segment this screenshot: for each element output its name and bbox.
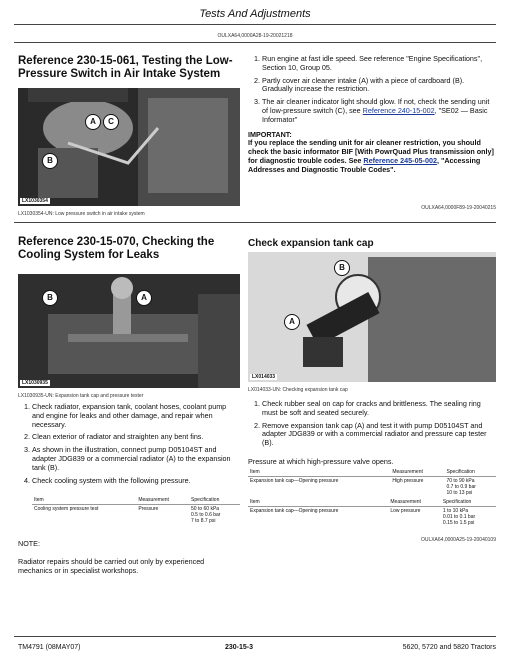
spec-measurement: Pressure — [138, 506, 159, 512]
spec-item: Expansion tank cap—Opening pressure — [250, 478, 339, 484]
air-intake-illustration — [18, 88, 240, 206]
callout-a: A — [284, 314, 300, 330]
section3-caption: LX014033-UN: Checking expansion tank cap — [248, 387, 348, 393]
photo-id-label: LX1030354 — [22, 198, 48, 204]
step-1: 1. Check rubber seal on cap for cracks and brittleness. The sealing ring must be soft and seated securely. — [262, 400, 496, 418]
important-text: If you replace the sending unit for air cleaner restriction, you should check the basic informator BIF [With PowrQuad Plus transmission only] for diagnostic trouble codes. See Reference 245-05-002, "Accessing Addresses and Diagnostic Trouble Codes". — [248, 138, 494, 174]
section3-spec-table-1: Item Measurement Specification Expansion tank cap—Opening pressure High pressure 70 to 90 kPa 0.7 to 0.9 bar 10 to 13 psi — [248, 468, 496, 497]
reference-link-240[interactable]: Reference 240-15-002 — [362, 105, 435, 115]
page-header-title: Tests And Adjustments — [199, 8, 311, 20]
callout-a: A — [85, 114, 101, 130]
step-2: 2. Clean exterior of radiator and straighten any bent fins. — [32, 433, 240, 442]
pressure-heading: Pressure at which high-pressure valve opens. — [248, 457, 394, 466]
section3-spec-table-2: Item Measurement Specification Expansion tank cap—Opening pressure Low pressure 1 to 10 kPa 0.01 to 0.1 bar 0.15 to 1.5 psi — [248, 498, 496, 527]
section2-title: Reference 230-15-070, Checking the Cooling System for Leaks — [18, 236, 215, 261]
note-label: NOTE: — [18, 539, 40, 548]
section1-photo — [18, 88, 240, 206]
callout-b: B — [42, 153, 58, 169]
footer-rule — [14, 636, 496, 637]
step-2: 2. Partly cover air cleaner intake (A) with a piece of cardboard (B). Gradually increase the restriction. — [262, 77, 496, 95]
section3-steps — [248, 400, 496, 452]
callout-c: C — [103, 114, 119, 130]
callout-a: A — [136, 290, 152, 306]
header-code: OULXA64,0000A28-19-20021218 — [217, 33, 293, 39]
section3-photo — [248, 252, 496, 382]
section2-steps — [18, 403, 240, 489]
step-3: 3. As shown in the illustration, connect pump D05104ST and adapter JDG839 or a commercial radiator (A) to the expansion tank (B). — [32, 446, 240, 472]
section2-photo — [18, 274, 240, 388]
spec-values: 50 to 60 kPa 0.5 to 0.6 bar 7 to 8.7 psi — [191, 506, 221, 524]
spec-item: Cooling system pressure test — [34, 506, 99, 512]
section-rule-mid — [14, 222, 496, 223]
step-3: 3. The air cleaner indicator light should glow. If not, check the sending unit of low-pressure switch (C), see Reference 240-15-002, "SE02 — Basic Informator" — [262, 98, 496, 124]
step-1: 1. Run engine at fast idle speed. See reference "Engine Specifications", Section 10, Group 05. — [262, 55, 496, 73]
reference-link-245[interactable]: Reference 245-05-002 — [363, 155, 437, 165]
photo-id-label: LX1030935 — [22, 380, 48, 386]
spec-values: 70 to 90 kPa 0.7 to 0.9 bar 10 to 13 psi — [446, 478, 476, 496]
section1-code: OULXA64,0000F89-19-20040215 — [421, 205, 496, 211]
spec-values: 1 to 10 kPa 0.01 to 0.1 bar 0.15 to 1.5 psi — [442, 508, 476, 526]
spec-measurement: High pressure — [392, 478, 424, 484]
callout-b: B — [334, 260, 350, 276]
section2-caption: LX1030935-UN: Expansion tank cap and pressure tester — [18, 393, 144, 399]
step-2: 2. Remove expansion tank cap (A) and test it with pump D05104ST and adapter JDG839 or with a commercial radiator and pressure cap tester (B). — [262, 422, 496, 448]
header-rule — [14, 24, 496, 25]
important-box — [248, 131, 496, 175]
section-rule-top — [14, 42, 496, 43]
callout-b: B — [42, 290, 58, 306]
footer-left: TM4791 (08MAY07) — [18, 644, 81, 651]
spec-item: Expansion tank cap—Opening pressure — [250, 508, 339, 514]
section2-spec-table: Item Measurement Specification Cooling system pressure test Pressure 50 to 60 kPa 0.5 to 0.6 bar 7 to 8.7 psi — [32, 496, 240, 525]
section3-title: Check expansion tank cap — [248, 238, 374, 249]
footer-right: 5620, 5720 and 5820 Tractors — [402, 644, 496, 651]
photo-id-label: LX014033 — [252, 374, 276, 380]
note-text: Radiator repairs should be carried out only by experienced mechanics or in specialist workshops. — [18, 557, 205, 575]
section1-caption: LX1030354-UN: Low pressure switch in air intake system — [18, 211, 145, 217]
step-4: 4. Check cooling system with the following pressure. — [32, 477, 240, 486]
step-1: 1. Check radiator, expansion tank, coolant hoses, coolant pump and engine for leaks and other damage, and repair when necessary. — [32, 403, 240, 429]
spec-measurement: Low pressure — [390, 508, 421, 514]
section1-steps — [248, 55, 496, 175]
section3-code: OULXA64,0000A25-19-20040109 — [420, 537, 496, 543]
footer-page-number: 230-15-3 — [225, 644, 254, 651]
important-label: IMPORTANT: — [248, 129, 292, 139]
section1-title: Reference 230-15-061, Testing the Low-Pressure Switch in Air Intake System — [18, 55, 233, 80]
